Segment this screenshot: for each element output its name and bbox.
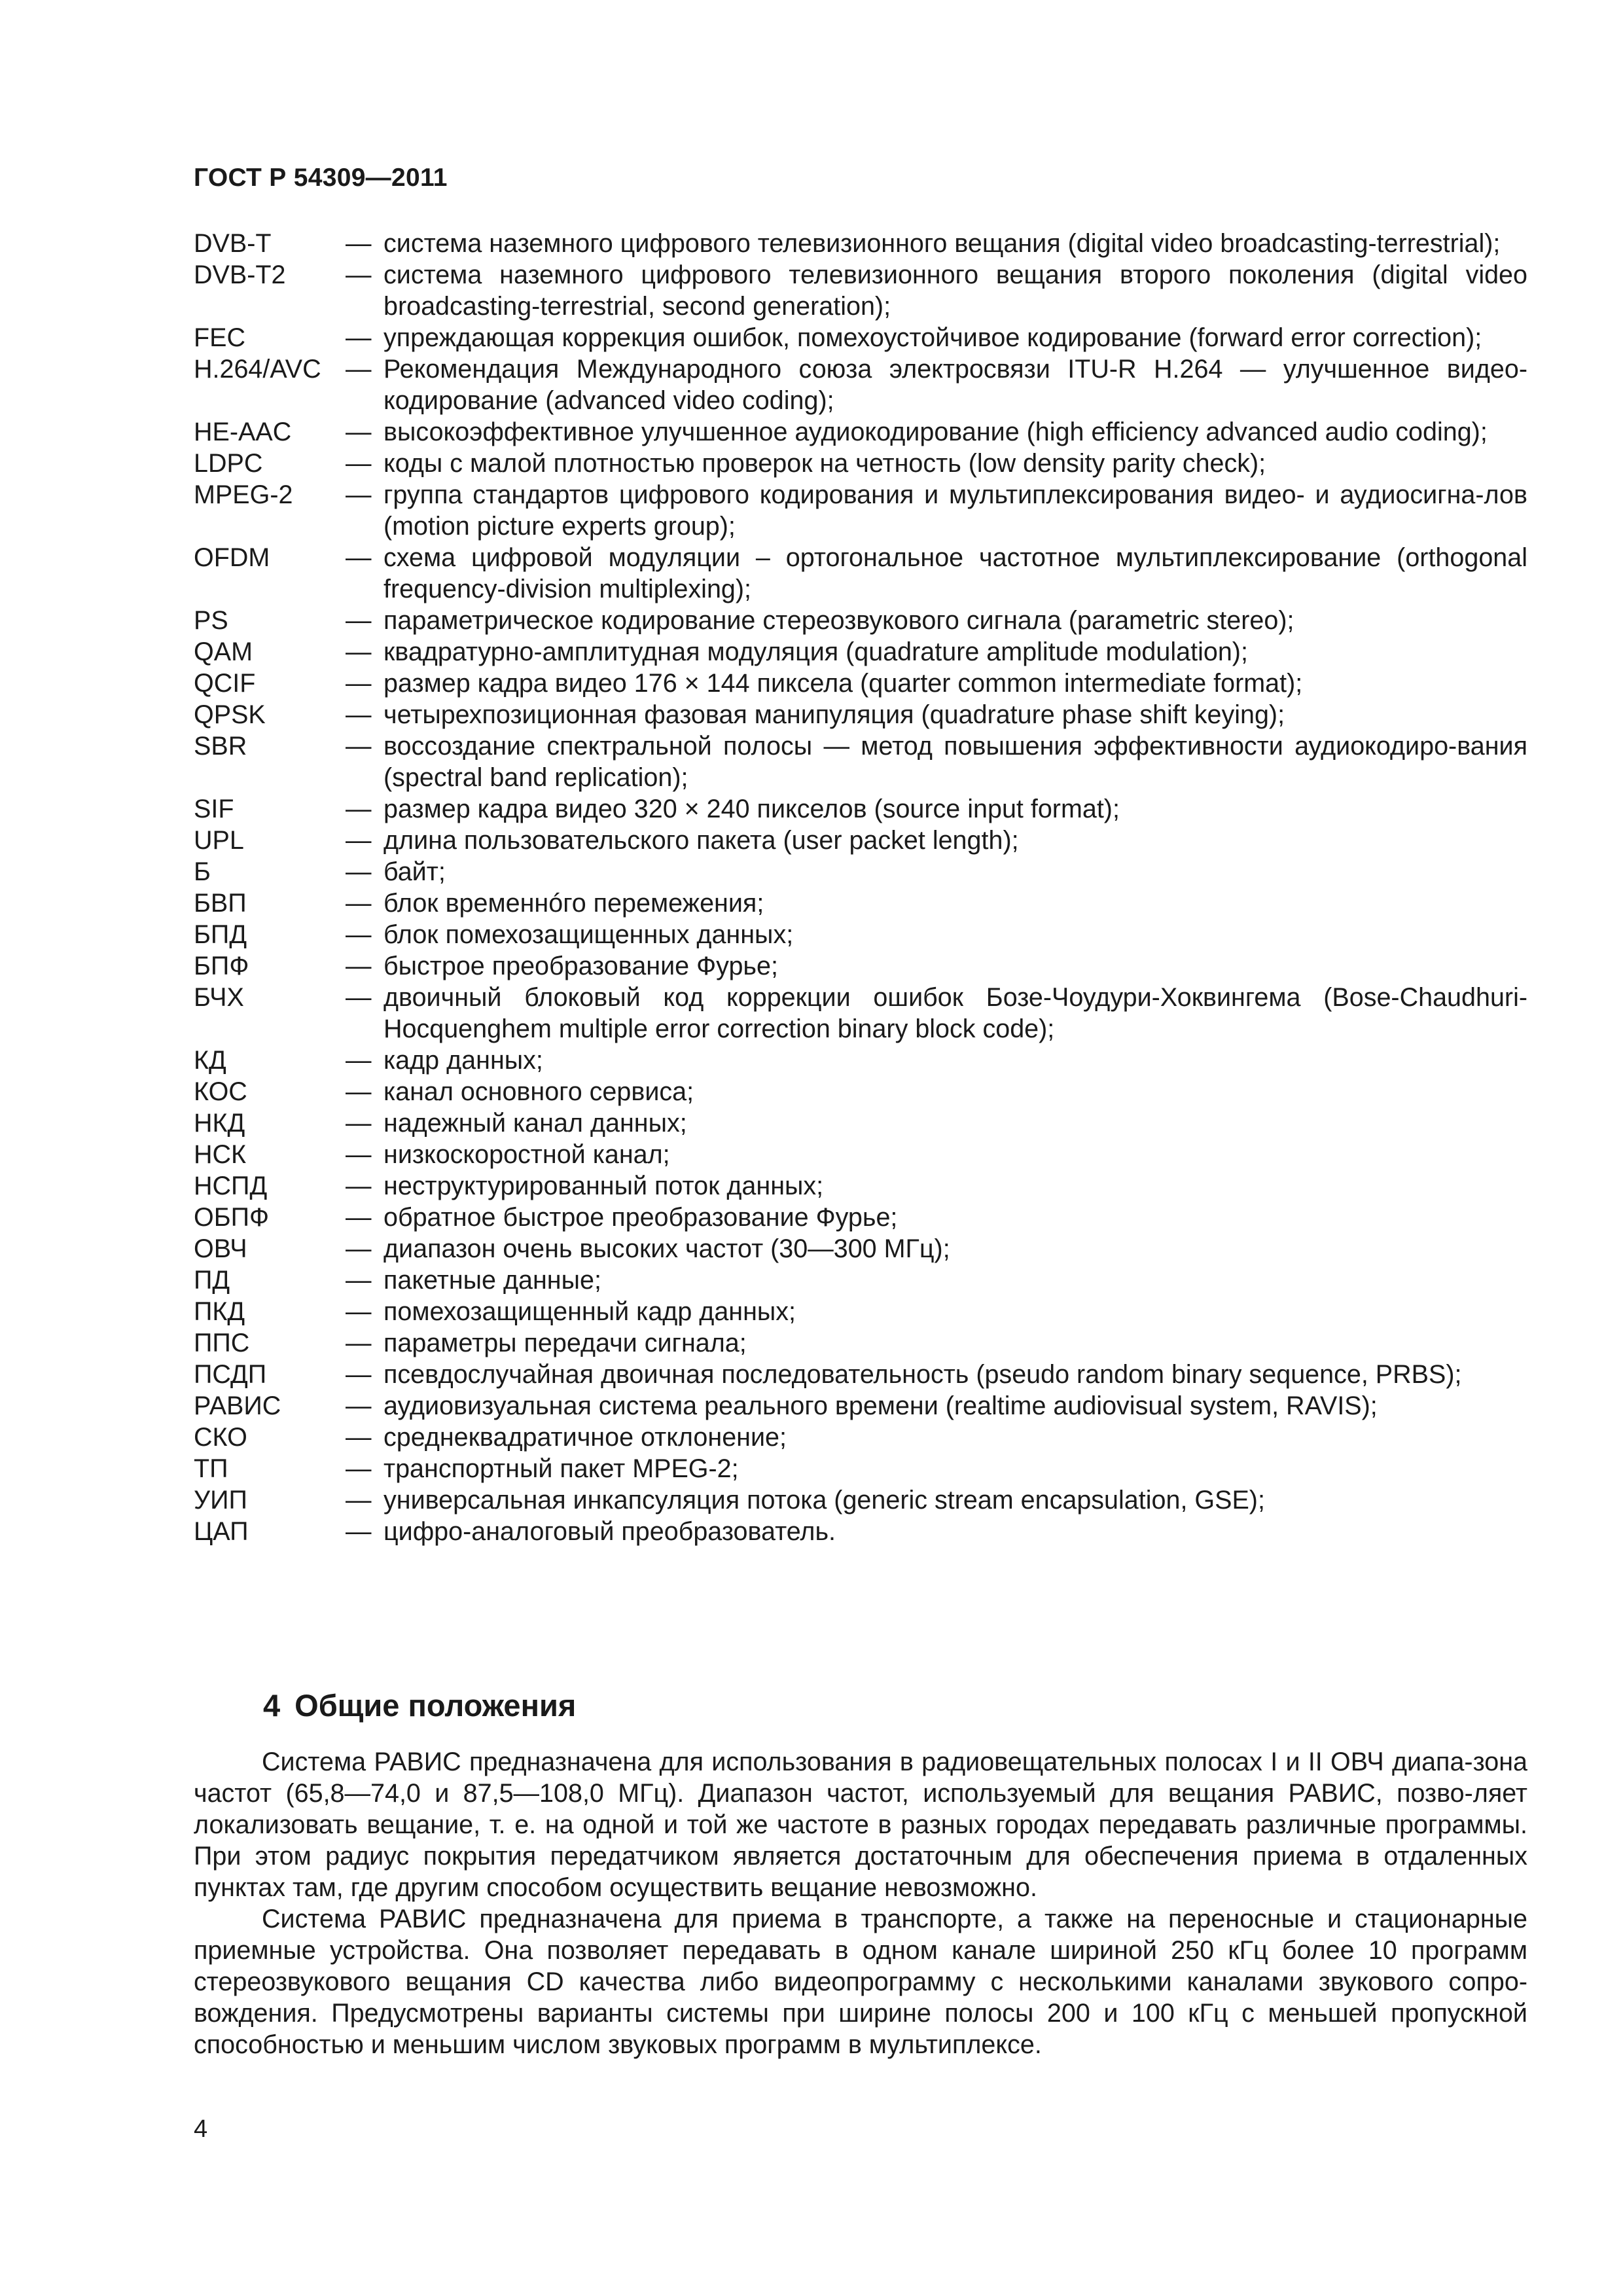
abbreviation-dash: — — [346, 952, 372, 980]
abbreviation-definition: коды с малой плотностью проверок на четность (low density parity check); — [383, 449, 1266, 478]
abbreviation-dash: — — [346, 1077, 372, 1106]
abbreviation-row — [194, 1296, 1527, 1327]
abbreviation-term: H.264/AVC — [194, 355, 321, 384]
abbreviation-term: БПФ — [194, 952, 249, 980]
abbreviation-dash: — — [346, 260, 372, 289]
abbreviation-definition-block — [346, 1484, 1527, 1516]
abbreviation-term: ППС — [194, 1329, 250, 1357]
abbreviation-row — [194, 1453, 1527, 1484]
abbreviation-definition-block — [346, 1202, 1527, 1233]
abbreviation-definition: транспортный пакет MPEG-2; — [383, 1454, 739, 1483]
abbreviation-definition-block — [346, 322, 1527, 353]
abbreviation-term: ТП — [194, 1454, 228, 1483]
abbreviation-dash: — — [346, 1454, 372, 1483]
abbreviation-term: ПД — [194, 1266, 230, 1295]
abbreviation-definition: неструктурированный поток данных; — [383, 1172, 824, 1200]
abbreviation-dash: — — [346, 700, 372, 729]
abbreviation-dash: — — [346, 920, 372, 949]
section-heading — [263, 1687, 576, 1723]
abbreviation-row — [194, 1422, 1527, 1453]
abbreviation-definition: размер кадра видео 320 × 240 пикселов (source input format); — [383, 795, 1120, 823]
abbreviation-term: QCIF — [194, 669, 256, 698]
abbreviation-definition: четырехпозиционная фазовая манипуляция (quadrature phase shift keying); — [383, 700, 1285, 729]
abbreviation-row — [194, 448, 1527, 479]
abbreviation-term: БПД — [194, 920, 247, 949]
abbreviation-definition-block — [346, 1422, 1527, 1453]
abbreviation-term: UPL — [194, 826, 244, 855]
abbreviation-row — [194, 1327, 1527, 1359]
abbreviation-term: ОБПФ — [194, 1203, 270, 1232]
abbreviation-definition: аудиовизуальная система реального времени (realtime audiovisual system, RAVIS); — [383, 1391, 1378, 1420]
abbreviation-definition-block — [346, 856, 1527, 888]
abbreviation-definition-block — [346, 1390, 1527, 1422]
section-title: Общие положения — [294, 1688, 577, 1723]
abbreviation-definition: схема цифровой модуляции – ортогональное частотное мультиплексирование (orthogonal frequency-division multiplexing); — [383, 543, 1527, 603]
abbreviation-definition: обратное быстрое преобразование Фурье; — [383, 1203, 898, 1232]
abbreviation-definition-block — [346, 1076, 1527, 1107]
abbreviation-row — [194, 1484, 1527, 1516]
abbreviation-row — [194, 793, 1527, 825]
abbreviation-term: DVB-T2 — [194, 260, 286, 289]
abbreviation-definition: диапазон очень высоких частот (30—300 МГц); — [383, 1234, 950, 1263]
abbreviation-row — [194, 605, 1527, 636]
abbreviation-term: РАВИС — [194, 1391, 281, 1420]
abbreviation-dash: — — [346, 323, 372, 352]
abbreviation-definition-block — [346, 479, 1527, 542]
abbreviation-dash: — — [346, 1266, 372, 1295]
abbreviation-definition: надежный канал данных; — [383, 1109, 687, 1138]
abbreviation-definition-block — [346, 699, 1527, 730]
abbreviations-list — [194, 228, 1527, 1547]
abbreviation-definition-block — [346, 919, 1527, 950]
abbreviation-row — [194, 1359, 1527, 1390]
section-body — [194, 1746, 1527, 2060]
abbreviation-row — [194, 542, 1527, 605]
abbreviation-term: OFDM — [194, 543, 270, 572]
abbreviation-definition-block — [346, 228, 1527, 259]
abbreviation-definition-block — [346, 888, 1527, 919]
abbreviation-term: НСПД — [194, 1172, 268, 1200]
abbreviation-term: FEC — [194, 323, 245, 352]
abbreviation-dash: — — [346, 1297, 372, 1326]
abbreviation-dash: — — [346, 1360, 372, 1389]
abbreviation-dash: — — [346, 1486, 372, 1515]
abbreviation-row — [194, 825, 1527, 856]
abbreviation-definition: универсальная инкапсуляция потока (generic stream encapsulation, GSE); — [383, 1486, 1265, 1515]
abbreviation-definition: воссоздание спектральной полосы — метод повышения эффективности аудиокодиро-вания (spectral band replication); — [383, 732, 1527, 792]
abbreviation-definition: Рекомендация Международного союза электросвязи ITU-R H.264 — улучшенное видео-кодирование (advanced video coding); — [383, 355, 1527, 415]
abbreviation-definition-block — [346, 1327, 1527, 1359]
abbreviation-definition-block — [346, 793, 1527, 825]
abbreviation-row — [194, 1202, 1527, 1233]
abbreviation-row — [194, 228, 1527, 259]
abbreviation-term: КД — [194, 1046, 226, 1075]
abbreviation-definition-block — [346, 1139, 1527, 1170]
abbreviation-term: HE-AAC — [194, 418, 292, 446]
abbreviation-row — [194, 1139, 1527, 1170]
abbreviation-term: БВП — [194, 889, 247, 918]
abbreviation-row — [194, 730, 1527, 793]
abbreviation-dash: — — [346, 1517, 372, 1546]
abbreviation-row — [194, 699, 1527, 730]
abbreviation-definition: параметры передачи сигнала; — [383, 1329, 747, 1357]
abbreviation-dash: — — [346, 480, 372, 509]
abbreviation-term: QPSK — [194, 700, 266, 729]
abbreviation-definition: канал основного сервиса; — [383, 1077, 694, 1106]
abbreviation-term: ОВЧ — [194, 1234, 247, 1263]
abbreviation-definition: размер кадра видео 176 × 144 пиксела (quarter common intermediate format); — [383, 669, 1303, 698]
abbreviation-definition: цифро-аналоговый преобразователь. — [383, 1517, 836, 1546]
abbreviation-definition: двоичный блоковый код коррекции ошибок Бозе-Чоудури-Хоквингема (Bose-Chaudhuri-Hocquenghem multiple error correction binary block code); — [383, 983, 1527, 1043]
abbreviation-row — [194, 1265, 1527, 1296]
abbreviation-row — [194, 1045, 1527, 1076]
abbreviation-dash: — — [346, 1046, 372, 1075]
abbreviation-definition: псевдослучайная двоичная последовательность (pseudo random binary sequence, PRBS); — [383, 1360, 1462, 1389]
abbreviation-row — [194, 668, 1527, 699]
abbreviation-dash: — — [346, 795, 372, 823]
abbreviation-definition-block — [346, 259, 1527, 322]
abbreviation-definition-block — [346, 1265, 1527, 1296]
abbreviation-dash: — — [346, 889, 372, 918]
abbreviation-dash: — — [346, 637, 372, 666]
abbreviation-term: ПСДП — [194, 1360, 267, 1389]
abbreviation-definition: система наземного цифрового телевизионного вещания (digital video broadcasting-terrestrial); — [383, 229, 1501, 258]
abbreviation-term: УИП — [194, 1486, 247, 1515]
abbreviation-dash: — — [346, 1172, 372, 1200]
abbreviation-definition-block — [346, 825, 1527, 856]
abbreviation-definition: квадратурно-амплитудная модуляция (quadrature amplitude modulation); — [383, 637, 1248, 666]
abbreviation-row — [194, 856, 1527, 888]
abbreviation-row — [194, 479, 1527, 542]
abbreviation-term: QAM — [194, 637, 253, 666]
abbreviation-term: SBR — [194, 732, 247, 761]
abbreviation-term: MPEG-2 — [194, 480, 293, 509]
abbreviation-definition-block — [346, 1296, 1527, 1327]
abbreviation-row — [194, 353, 1527, 416]
abbreviation-dash: — — [346, 1109, 372, 1138]
abbreviation-definition: помехозащищенный кадр данных; — [383, 1297, 796, 1326]
abbreviation-definition-block — [346, 1045, 1527, 1076]
abbreviation-row — [194, 416, 1527, 448]
abbreviation-definition-block — [346, 542, 1527, 605]
abbreviation-row — [194, 259, 1527, 322]
abbreviation-definition: упреждающая коррекция ошибок, помехоустойчивое кодирование (forward error correction); — [383, 323, 1482, 352]
abbreviation-definition: среднеквадратичное отклонение; — [383, 1423, 787, 1452]
abbreviation-definition-block — [346, 950, 1527, 982]
abbreviation-definition: длина пользовательского пакета (user packet length); — [383, 826, 1019, 855]
abbreviation-dash: — — [346, 606, 372, 635]
abbreviation-row — [194, 1107, 1527, 1139]
abbreviation-dash: — — [346, 669, 372, 698]
abbreviation-definition-block — [346, 636, 1527, 668]
abbreviation-term: СКО — [194, 1423, 247, 1452]
abbreviation-definition: система наземного цифрового телевизионного вещания второго поколения (digital video broadcasting-terrestrial, second generation); — [383, 260, 1527, 321]
abbreviation-dash: — — [346, 355, 372, 384]
abbreviation-term: ПКД — [194, 1297, 245, 1326]
page-number: 4 — [194, 2115, 208, 2143]
abbreviation-dash: — — [346, 732, 372, 761]
abbreviation-definition-block — [346, 605, 1527, 636]
abbreviation-definition: высокоэффективное улучшенное аудиокодирование (high efficiency advanced audio coding); — [383, 418, 1488, 446]
standard-header: ГОСТ Р 54309—2011 — [194, 164, 448, 192]
abbreviation-definition: блок помехозащищенных данных; — [383, 920, 794, 949]
abbreviation-definition: низкоскоростной канал; — [383, 1140, 670, 1169]
paragraph: Система РАВИС предназначена для использования в радиовещательных полосах I и II ОВЧ диапа-зона частот (65,8—74,0 и 87,5—108,0 МГц). Диапазон частот, используемый для вещания РАВИС, позво-ляет локализовать вещание, т. е. на одной и той же частоте в разных городах передавать различные программы. При этом радиус покрытия передатчиком является достаточным для обеспечения приема в отдаленных пунктах там, где другим способом осуществить вещание невозможно. — [194, 1748, 1527, 1902]
abbreviation-definition-block — [346, 448, 1527, 479]
abbreviation-definition-block — [346, 1453, 1527, 1484]
abbreviation-row — [194, 322, 1527, 353]
abbreviation-dash: — — [346, 1234, 372, 1263]
abbreviation-definition-block — [346, 1233, 1527, 1265]
abbreviation-definition-block — [346, 353, 1527, 416]
abbreviation-row — [194, 888, 1527, 919]
abbreviation-row — [194, 982, 1527, 1045]
abbreviation-row — [194, 1170, 1527, 1202]
abbreviation-definition-block — [346, 730, 1527, 793]
abbreviation-dash: — — [346, 229, 372, 258]
abbreviation-definition: пакетные данные; — [383, 1266, 601, 1295]
abbreviation-term: НСК — [194, 1140, 247, 1169]
abbreviation-dash: — — [346, 449, 372, 478]
abbreviation-term: ЦАП — [194, 1517, 249, 1546]
abbreviation-dash: — — [346, 543, 372, 572]
abbreviation-row — [194, 1390, 1527, 1422]
abbreviation-definition: параметрическое кодирование стереозвукового сигнала (parametric stereo); — [383, 606, 1294, 635]
abbreviation-dash: — — [346, 857, 372, 886]
abbreviation-definition-block — [346, 1359, 1527, 1390]
abbreviation-definition-block — [346, 668, 1527, 699]
abbreviation-term: БЧХ — [194, 983, 244, 1012]
abbreviation-dash: — — [346, 1140, 372, 1169]
section-number: 4 — [263, 1688, 281, 1723]
abbreviation-term: PS — [194, 606, 228, 635]
abbreviation-definition-block — [346, 982, 1527, 1045]
abbreviation-term: Б — [194, 857, 211, 886]
abbreviation-term: SIF — [194, 795, 234, 823]
abbreviation-definition-block — [346, 1170, 1527, 1202]
abbreviation-definition: кадр данных; — [383, 1046, 543, 1075]
abbreviation-dash: — — [346, 826, 372, 855]
abbreviation-term: КОС — [194, 1077, 247, 1106]
abbreviation-row — [194, 950, 1527, 982]
abbreviation-dash: — — [346, 418, 372, 446]
abbreviation-dash: — — [346, 1423, 372, 1452]
abbreviation-term: DVB-T — [194, 229, 272, 258]
abbreviation-definition-block — [346, 1107, 1527, 1139]
abbreviation-dash: — — [346, 983, 372, 1012]
abbreviation-row — [194, 1076, 1527, 1107]
abbreviation-dash: — — [346, 1203, 372, 1232]
abbreviation-row — [194, 1233, 1527, 1265]
abbreviation-row — [194, 919, 1527, 950]
abbreviation-dash: — — [346, 1329, 372, 1357]
paragraph: Система РАВИС предназначена для приема в транспорте, а также на переносные и стационарные приемные устройства. Она позволяет передавать в одном канале шириной 250 кГц более 10 программ стереозвукового вещания CD качества либо видеопрограмму с несколькими каналами звукового сопро-вождения. Предусмотрены варианты системы при ширине полосы 200 и 100 кГц с меньшей пропускной способностью и меньшим числом звуковых программ в мультиплексе. — [194, 1905, 1527, 2059]
abbreviation-definition: блок временнóго перемежения; — [383, 889, 764, 918]
abbreviation-term: НКД — [194, 1109, 245, 1138]
abbreviation-definition-block — [346, 416, 1527, 448]
abbreviation-row — [194, 1516, 1527, 1547]
abbreviation-dash: — — [346, 1391, 372, 1420]
abbreviation-definition: группа стандартов цифрового кодирования и мультиплексирования видео- и аудиосигна-лов (motion picture experts group); — [383, 480, 1527, 541]
abbreviation-row — [194, 636, 1527, 668]
abbreviation-term: LDPC — [194, 449, 263, 478]
abbreviation-definition: быстрое преобразование Фурье; — [383, 952, 778, 980]
abbreviation-definition-block — [346, 1516, 1527, 1547]
abbreviation-definition: байт; — [383, 857, 446, 886]
